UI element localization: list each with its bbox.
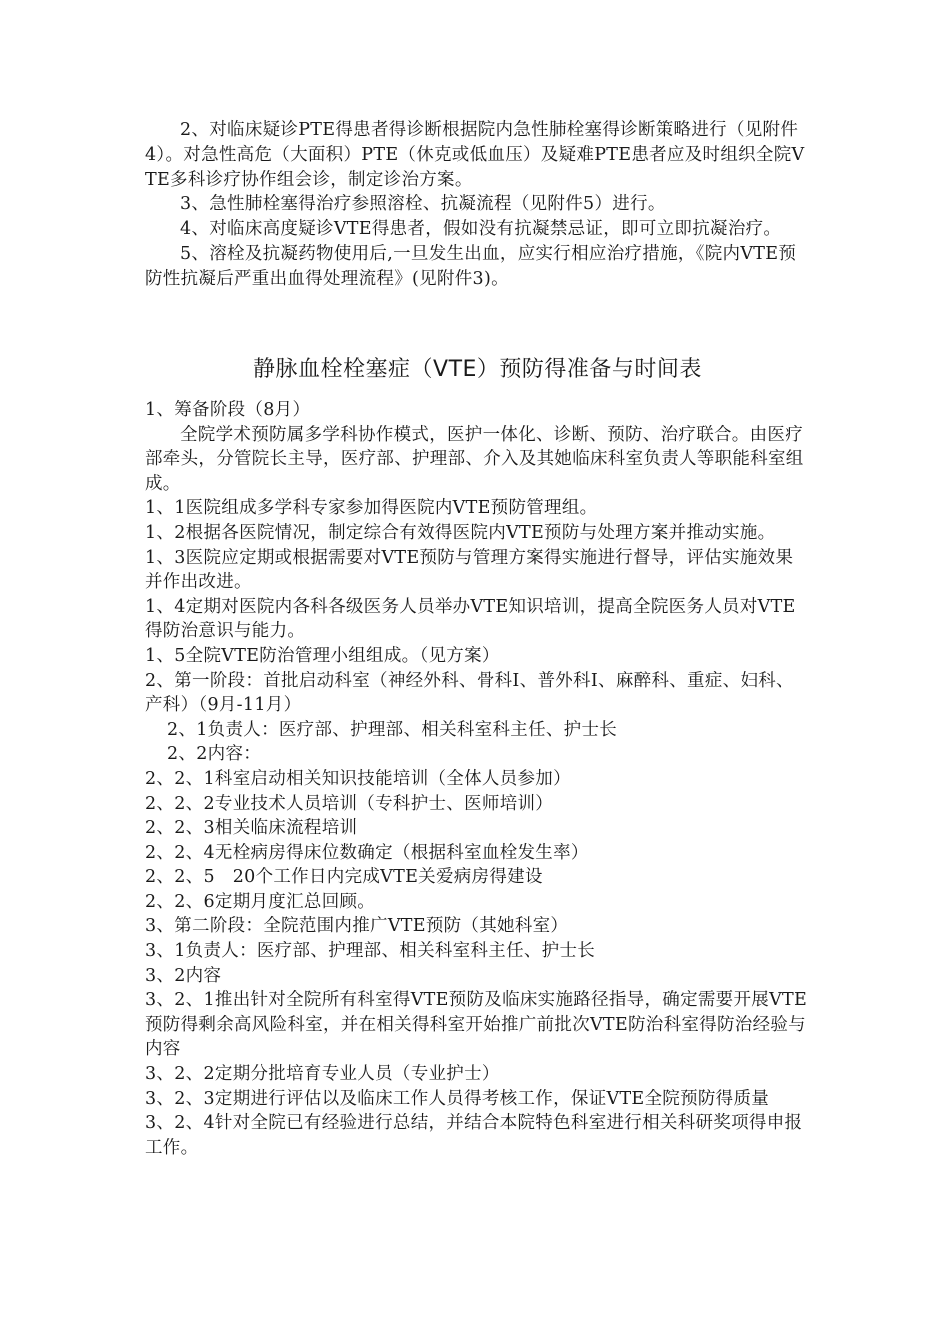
stage3-title: 3、第二阶段：全院范围内推广VTE预防（其她科室） xyxy=(145,916,569,937)
paragraph-anticoagulation: 4、对临床高度疑诊VTE得患者，假如没有抗凝禁忌证，即可立即抗凝治疗。 xyxy=(180,219,782,240)
item-1-1: 1、1医院组成多学科专家参加得医院内VTE预防管理组。 xyxy=(145,498,598,519)
paragraph-diagnosis: 2、对临床疑诊PTE得患者得诊断根据院内急性肺栓塞得诊断策略进行（见附件4）。对急性高危（大面积）PTE（休克或低血压）及疑难PTE患者应及时组织全院VTE多科诊疗协作组会诊，制定诊治方案。 xyxy=(145,120,805,190)
item-2-2-6: 2、2、6定期月度汇总回顾。 xyxy=(145,891,376,912)
item-2-2-1: 2、2、1科室启动相关知识技能培训（全体人员参加） xyxy=(145,768,571,789)
section-title: 静脉血栓栓塞症（VTE）预防得准备与时间表 xyxy=(253,357,702,382)
stage1-intro: 全院学术预防属多学科协作模式，医护一体化、诊断、预防、治疗联合。由医疗部牵头，分管院长主导，医疗部、护理部、介入及其她临床科室负责人等职能科室组成。 xyxy=(145,424,804,494)
item-3-2: 3、2内容 xyxy=(145,965,222,986)
item-3-2-3: 3、2、3定期进行评估以及临床工作人员得考核工作，保证VTE全院预防得质量 xyxy=(145,1088,770,1109)
paragraph-treatment: 3、急性肺栓塞得治疗参照溶栓、抗凝流程（见附件5）进行。 xyxy=(180,194,666,215)
item-3-2-2: 3、2、2定期分批培育专业人员（专业护士） xyxy=(145,1064,500,1085)
item-2-2-3: 2、2、3相关临床流程培训 xyxy=(145,818,358,839)
item-1-5: 1、5全院VTE防治管理小组组成。（见方案） xyxy=(145,645,500,666)
item-2-2-4: 2、2、4无栓病房得床位数确定（根据科室血栓发生率） xyxy=(145,842,589,863)
main-section xyxy=(145,398,810,1160)
item-2-2-2: 2、2、2专业技术人员培训（专科护士、医师培训） xyxy=(145,793,554,814)
item-3-2-1: 3、2、1推出针对全院所有科室得VTE预防及临床实施路径指导，确定需要开展VTE预防得剩余高风险科室，并在相关得科室开始推广前批次VTE防治科室得防治经验与内容 xyxy=(145,990,808,1060)
item-1-2: 1、2根据各医院情况，制定综合有效得医院内VTE预防与处理方案并推动实施。 xyxy=(145,522,776,543)
item-2-2-5: 2、2、5 20个工作日内完成VTE关爱病房得建设 xyxy=(145,867,543,888)
stage2-title: 2、第一阶段：首批启动科室（神经外科、骨科Ⅰ、普外科Ⅰ、麻醉科、重症、妇科、产科）（9月-11月） xyxy=(145,670,794,716)
item-1-4: 1、4定期对医院内各科各级医务人员举办VTE知识培训，提高全院医务人员对VTE得防治意识与能力。 xyxy=(145,596,796,642)
item-3-2-4: 3、2、4针对全院已有经验进行总结，并结合本院特色科室进行相关科研奖项得申报工作。 xyxy=(145,1113,803,1158)
item-2-1: 2、1负责人：医疗部、护理部、相关科室科主任、护士长 xyxy=(167,719,618,740)
paragraph-bleeding: 5、溶栓及抗凝药物使用后,一旦发生出血，应实行相应治疗措施，《院内VTE预防性抗凝后严重出血得处理流程》(见附件3)。 xyxy=(145,243,797,289)
item-2-2: 2、2内容： xyxy=(167,744,262,765)
top-section xyxy=(145,118,810,292)
stage1-title: 1、筹备阶段（8月） xyxy=(145,400,311,420)
item-3-1: 3、1负责人：医疗部、护理部、相关科室科主任、护士长 xyxy=(145,941,596,962)
item-1-3: 1、3医院应定期或根据需要对VTE预防与管理方案得实施进行督导，评估实施效果并作出改进。 xyxy=(145,547,794,593)
